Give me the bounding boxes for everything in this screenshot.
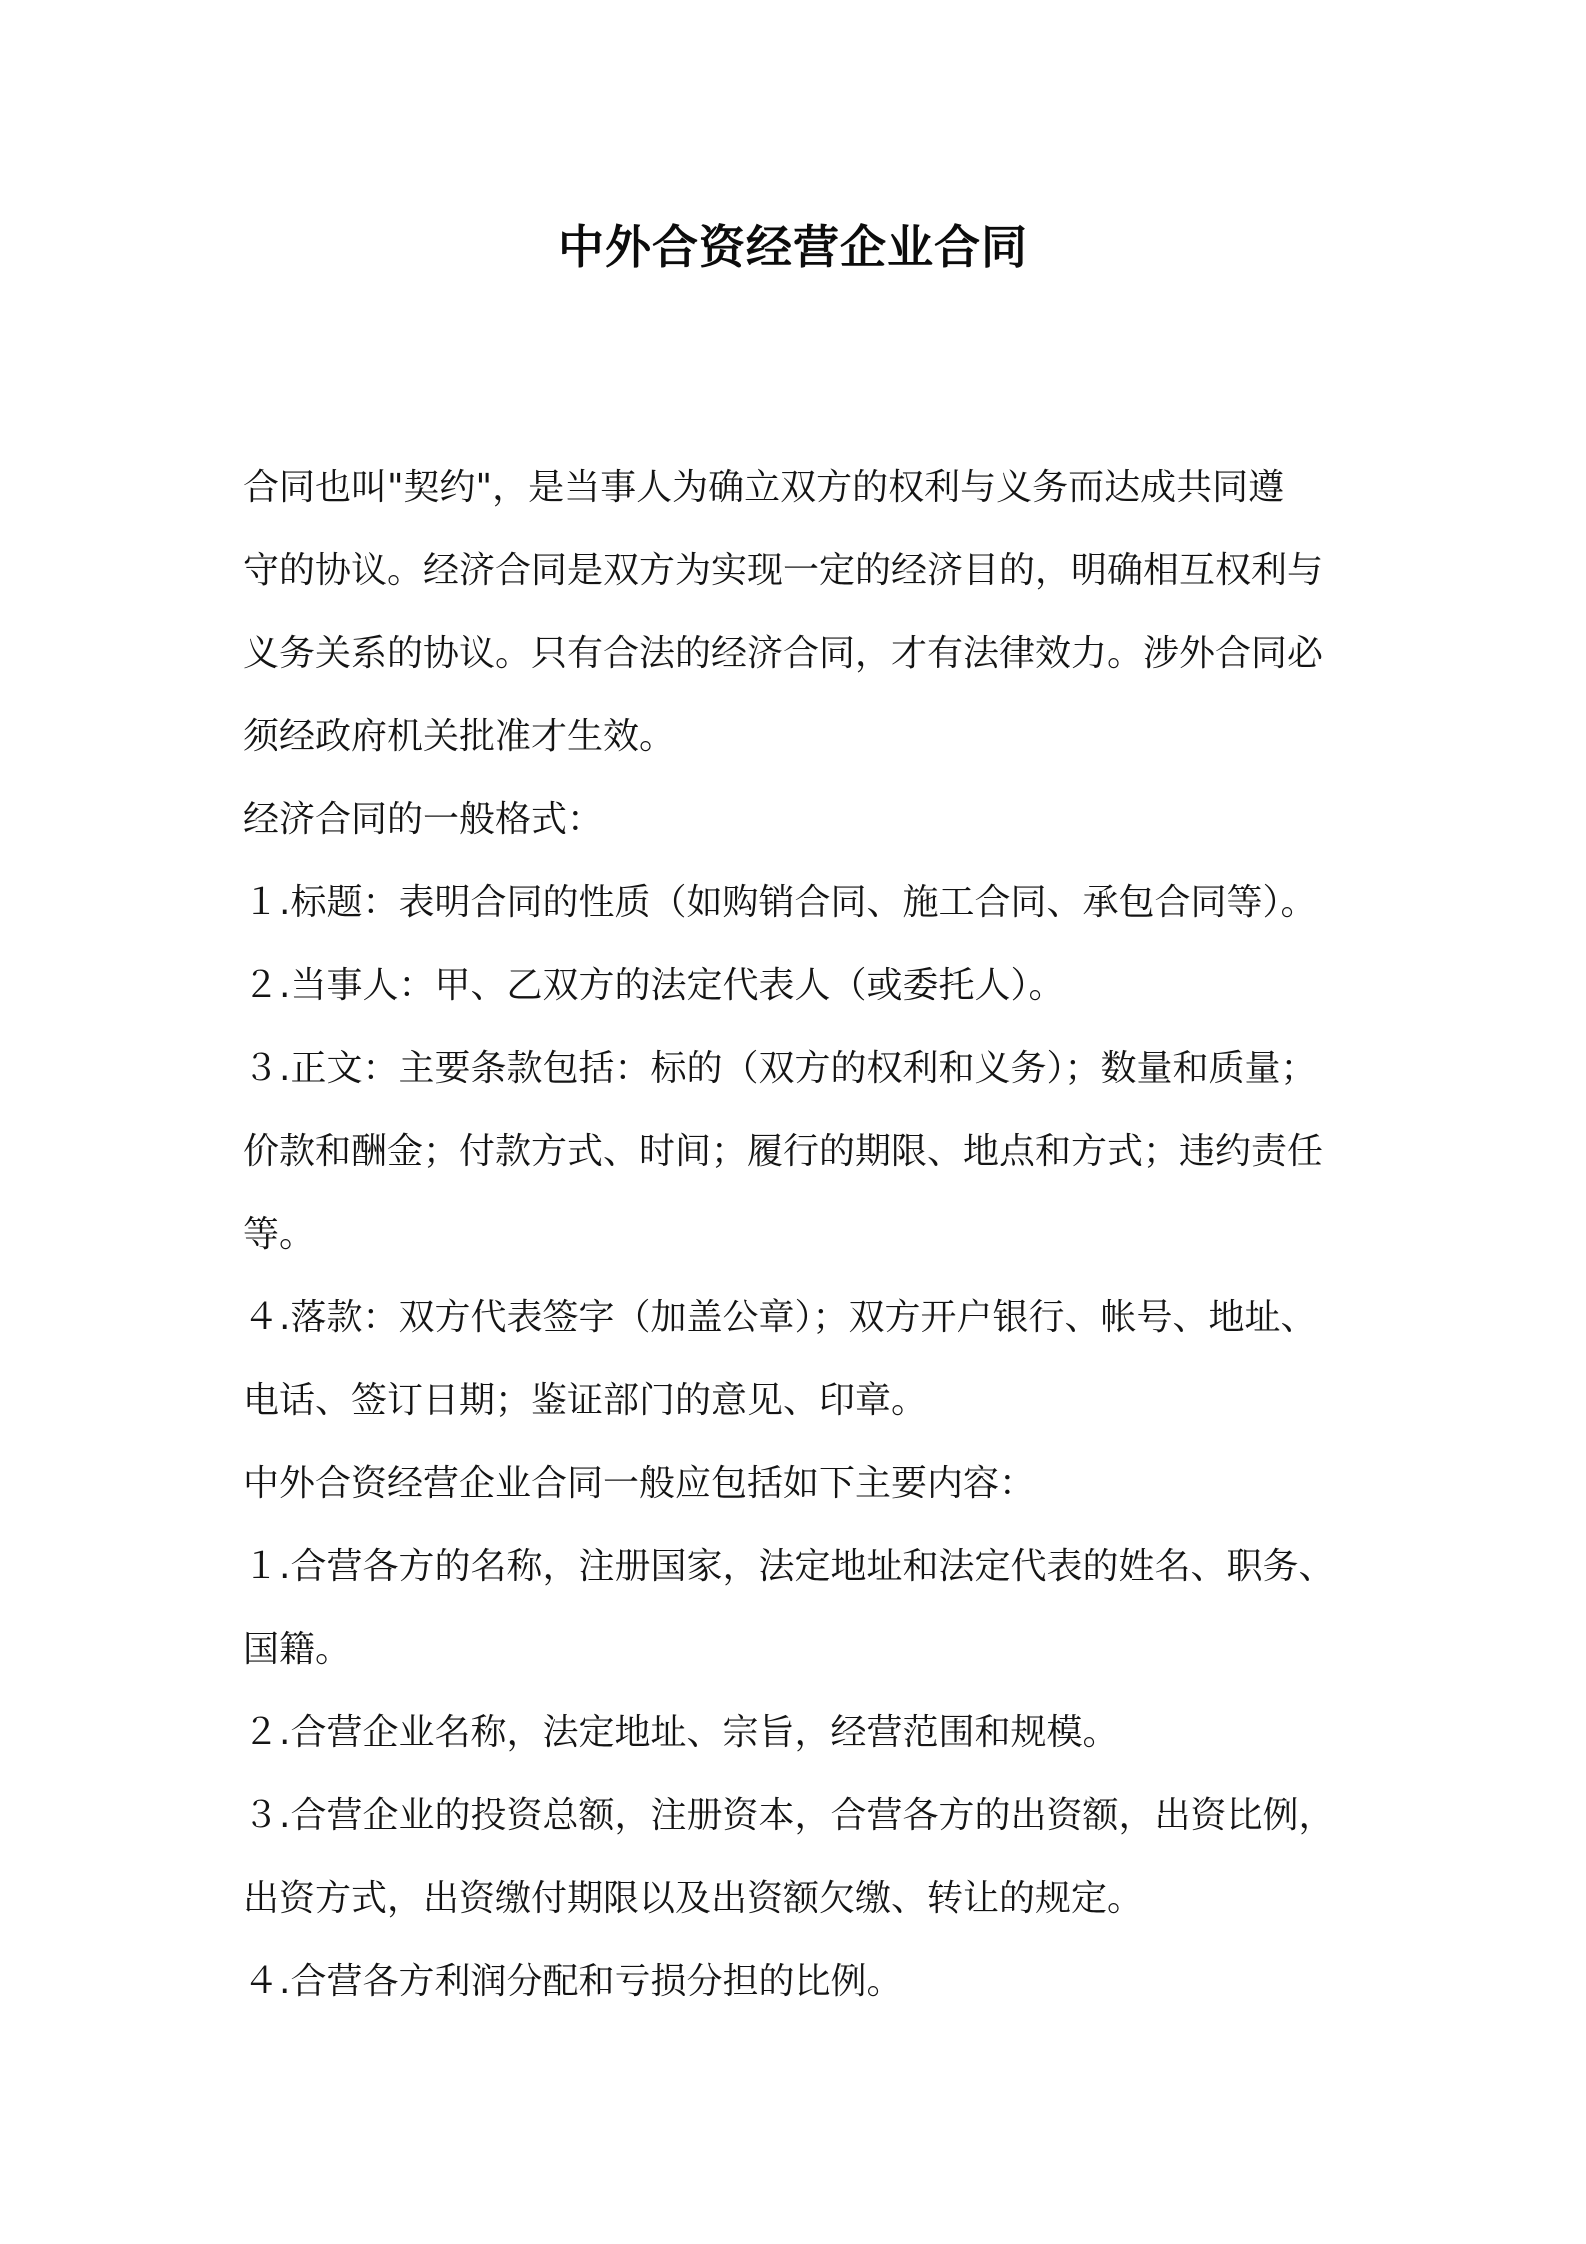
body-line: 等。 [243, 1214, 316, 1255]
body-line: ４.合营各方利润分配和亏损分担的比例。 [243, 1961, 903, 2002]
body-line: ３.合营企业的投资总额，注册资本，合营各方的出资额，出资比例， [243, 1795, 1335, 1836]
body-line: 守的协议。经济合同是双方为实现一定的经济目的，明确相互权利与 [243, 550, 1324, 591]
body-line: 价款和酬金；付款方式、时间；履行的期限、地点和方式；违约责任 [243, 1131, 1324, 1172]
body-line: ２.当事人：甲、乙双方的法定代表人（或委托人）。 [243, 965, 1065, 1006]
body-line: ２.合营企业名称，法定地址、宗旨，经营范围和规模。 [243, 1712, 1119, 1753]
body-line: 合同也叫"契约"，是当事人为确立双方的权利与义务而达成共同遵 [243, 467, 1285, 508]
body-line: １.合营各方的名称，注册国家，法定地址和法定代表的姓名、职务、 [243, 1546, 1335, 1587]
document-title: 中外合资经营企业合同 [558, 220, 1028, 274]
body-line: 电话、签订日期；鉴证部门的意见、印章。 [243, 1380, 928, 1421]
body-line: 须经政府机关批准才生效。 [243, 716, 676, 757]
body-line: 义务关系的协议。只有合法的经济合同，才有法律效力。涉外合同必 [243, 633, 1324, 674]
body-line: 国籍。 [243, 1629, 352, 1670]
document-body [243, 446, 1363, 2023]
body-line: 中外合资经营企业合同一般应包括如下主要内容： [243, 1463, 1036, 1504]
body-line: １.标题：表明合同的性质（如购销合同、施工合同、承包合同等）。 [243, 882, 1317, 923]
body-line: 出资方式，出资缴付期限以及出资额欠缴、转让的规定。 [243, 1878, 1144, 1919]
body-line: ４.落款：双方代表签字（加盖公章）；双方开户银行、帐号、地址、 [243, 1297, 1317, 1338]
body-line: 经济合同的一般格式： [243, 799, 604, 840]
body-line: ３.正文：主要条款包括：标的（双方的权利和义务）；数量和质量； [243, 1048, 1317, 1089]
